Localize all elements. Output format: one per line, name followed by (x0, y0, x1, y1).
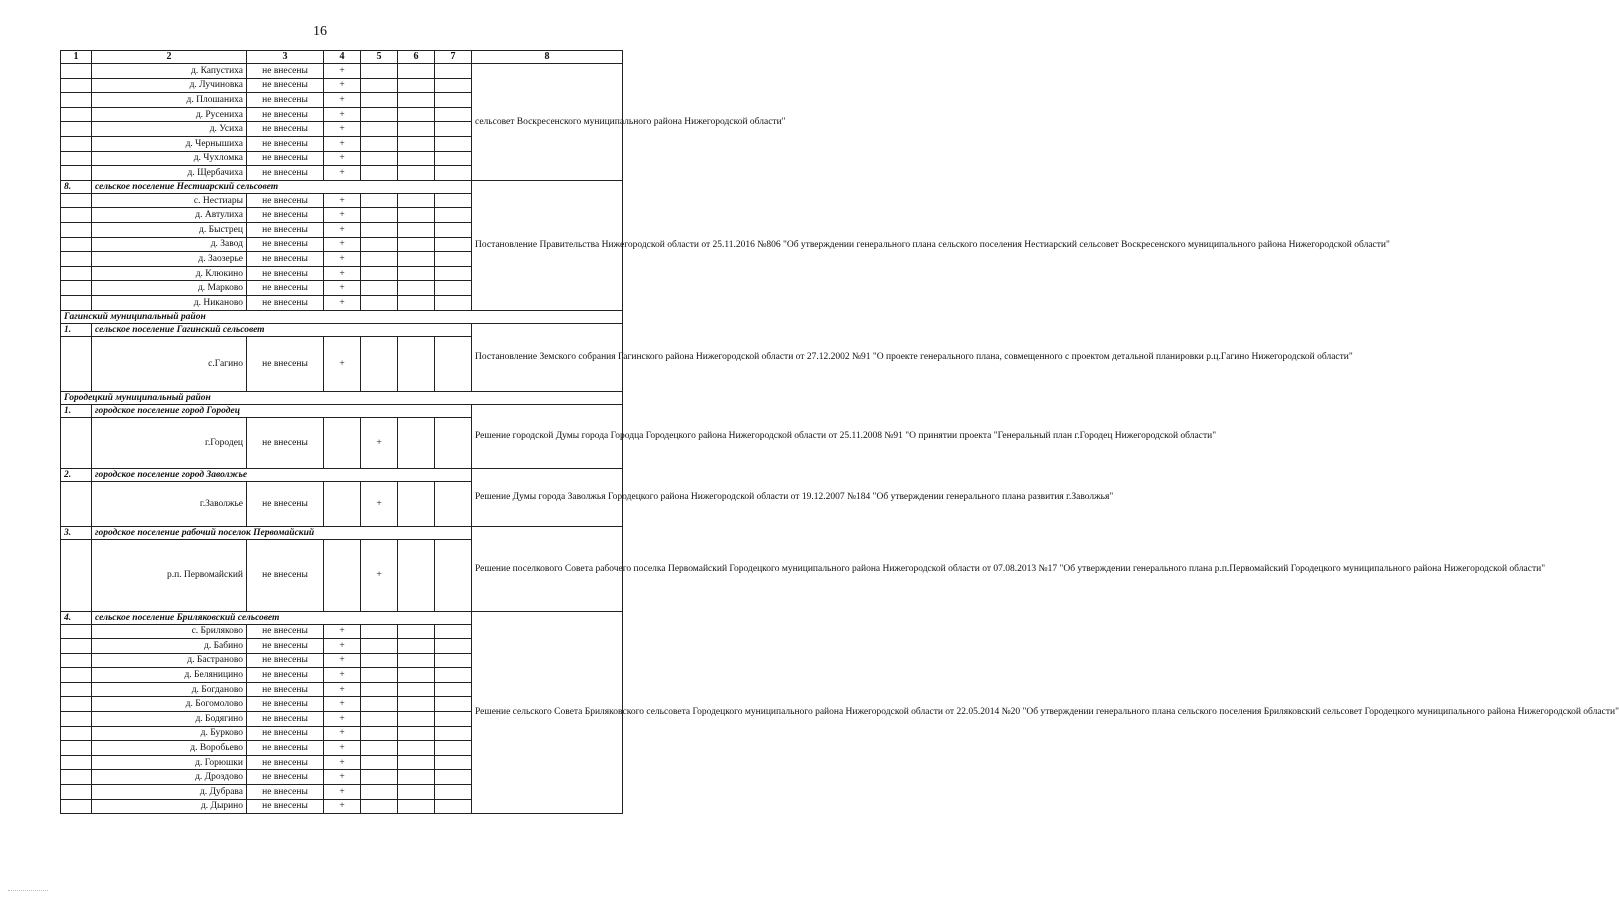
status-cell: не внесены (247, 539, 324, 611)
empty-cell (435, 770, 472, 785)
section-number: 8. (61, 180, 92, 193)
document-cell: Решение Думы города Заволжья Городецкого района Нижегородской области от 19.12.2007 №184 "Об утверждении генерального плана развития г.Заволжья" (472, 468, 623, 526)
empty-cell (398, 295, 435, 310)
status-cell: не внесены (247, 166, 324, 181)
settlement-name: с.Гагино (92, 336, 247, 391)
header-cell: 3 (247, 51, 324, 64)
empty-cell (435, 93, 472, 108)
status-cell: не внесены (247, 417, 324, 468)
empty-cell (398, 122, 435, 137)
section-row (61, 611, 623, 624)
settlement-name: д. Никаново (92, 295, 247, 310)
header-cell: 4 (324, 51, 361, 64)
settlement-name: д. Клюкино (92, 266, 247, 281)
status-cell: не внесены (247, 266, 324, 281)
status-cell: не внесены (247, 237, 324, 252)
settlement-name: д. Бабино (92, 639, 247, 654)
document-cell: Постановление Земского собрания Гагинского района Нижегородской области от 27.12.2002 №91 "О проекте генерального плана, совмещенного с проектом детальной планировки р.ц.Гагино Нижегородской области" (472, 323, 623, 391)
empty-cell (398, 697, 435, 712)
empty-cell (324, 539, 361, 611)
status-cell: не внесены (247, 697, 324, 712)
header-cell: 1 (61, 51, 92, 64)
empty-cell (398, 755, 435, 770)
empty-cell (398, 639, 435, 654)
mark-col4: + (324, 336, 361, 391)
mark-col4: + (324, 697, 361, 712)
header-cell: 2 (92, 51, 247, 64)
mark-col4: + (324, 682, 361, 697)
status-cell: не внесены (247, 624, 324, 639)
empty-cell (435, 624, 472, 639)
empty-cell (435, 295, 472, 310)
empty-cell (398, 799, 435, 814)
settlement-name: с. Бриляково (92, 624, 247, 639)
empty-cell (435, 237, 472, 252)
section-title: сельское поселение Гагинский сельсовет (92, 323, 472, 336)
empty-cell (361, 122, 398, 137)
settlement-name: д. Бодягино (92, 712, 247, 727)
empty-cell (435, 755, 472, 770)
empty-cell (435, 682, 472, 697)
mark-col4: + (324, 639, 361, 654)
status-cell: не внесены (247, 785, 324, 800)
settlement-name: г.Городец (92, 417, 247, 468)
settlement-name: д. Дроздово (92, 770, 247, 785)
mark-col4: + (324, 237, 361, 252)
empty-cell (361, 653, 398, 668)
empty-cell (435, 668, 472, 683)
empty-cell (435, 222, 472, 237)
settlement-name: г.Заволжье (92, 481, 247, 526)
settlement-name: д. Плошаниха (92, 93, 247, 108)
section-row (61, 404, 623, 417)
section-row (61, 526, 623, 539)
mark-col4: + (324, 208, 361, 223)
empty-cell (435, 252, 472, 267)
empty-cell (435, 166, 472, 181)
status-cell: не внесены (247, 481, 324, 526)
section-title: городское поселение рабочий поселок Первомайский (92, 526, 472, 539)
empty-cell (361, 78, 398, 93)
status-cell: не внесены (247, 208, 324, 223)
status-cell: не внесены (247, 668, 324, 683)
settlement-name: д. Дубрава (92, 785, 247, 800)
status-cell: не внесены (247, 252, 324, 267)
empty-cell (435, 64, 472, 79)
empty-cell (361, 193, 398, 208)
status-cell: не внесены (247, 682, 324, 697)
row-number-cell (61, 78, 92, 93)
empty-cell (398, 712, 435, 727)
empty-cell (398, 237, 435, 252)
status-cell: не внесены (247, 726, 324, 741)
status-cell: не внесены (247, 770, 324, 785)
empty-cell (398, 682, 435, 697)
mark-col4: + (324, 166, 361, 181)
mark-col4: + (324, 668, 361, 683)
empty-cell (398, 785, 435, 800)
empty-cell (398, 770, 435, 785)
empty-cell (435, 193, 472, 208)
empty-cell (361, 697, 398, 712)
section-number: 1. (61, 404, 92, 417)
section-title: городское поселение город Городец (92, 404, 472, 417)
empty-cell (398, 64, 435, 79)
status-cell: не внесены (247, 93, 324, 108)
section-row (61, 180, 623, 193)
row-number-cell (61, 539, 92, 611)
empty-cell (361, 222, 398, 237)
district-title: Городецкий муниципальный район (61, 391, 623, 404)
settlement-name: р.п. Первомайский (92, 539, 247, 611)
empty-cell (361, 166, 398, 181)
row-number-cell (61, 682, 92, 697)
empty-cell (435, 107, 472, 122)
empty-cell (361, 682, 398, 697)
mark-col4: + (324, 193, 361, 208)
status-cell: не внесены (247, 336, 324, 391)
row-number-cell (61, 712, 92, 727)
empty-cell (361, 741, 398, 756)
row-number-cell (61, 481, 92, 526)
section-title: сельское поселение Нестиарский сельсовет (92, 180, 472, 193)
row-number-cell (61, 136, 92, 151)
mark-col4: + (324, 64, 361, 79)
mark-col5: + (361, 417, 398, 468)
empty-cell (435, 266, 472, 281)
empty-cell (398, 107, 435, 122)
row-number-cell (61, 295, 92, 310)
mark-col4: + (324, 799, 361, 814)
scan-edge-mark (8, 890, 48, 895)
district-row (61, 391, 623, 404)
row-number-cell (61, 668, 92, 683)
row-number-cell (61, 624, 92, 639)
empty-cell (361, 336, 398, 391)
empty-cell (361, 712, 398, 727)
empty-cell (361, 281, 398, 296)
empty-cell (398, 78, 435, 93)
status-cell: не внесены (247, 78, 324, 93)
row-number-cell (61, 639, 92, 654)
status-cell: не внесены (247, 151, 324, 166)
empty-cell (361, 237, 398, 252)
header-cell: 5 (361, 51, 398, 64)
mark-col4: + (324, 785, 361, 800)
row-number-cell (61, 653, 92, 668)
empty-cell (361, 770, 398, 785)
mark-col4: + (324, 653, 361, 668)
empty-cell (435, 336, 472, 391)
empty-cell (435, 417, 472, 468)
section-number: 3. (61, 526, 92, 539)
document-cell: Решение поселкового Совета рабочего поселка Первомайский Городецкого муниципального района Нижегородской области от 07.08.2013 №17 "Об утверждении генерального плана р.п.Первомайский Городецкого муниципального района Нижегородской области" (472, 526, 623, 611)
settlement-name: д. Дырино (92, 799, 247, 814)
mark-col4: + (324, 281, 361, 296)
mark-col4: + (324, 151, 361, 166)
settlement-name: д. Усиха (92, 122, 247, 137)
empty-cell (435, 726, 472, 741)
page-number: 16 (313, 24, 327, 39)
settlement-name: д. Заозерье (92, 252, 247, 267)
status-cell: не внесены (247, 295, 324, 310)
empty-cell (398, 653, 435, 668)
mark-col4: + (324, 726, 361, 741)
empty-cell (361, 93, 398, 108)
empty-cell (361, 252, 398, 267)
empty-cell (361, 755, 398, 770)
mark-col5: + (361, 481, 398, 526)
settlement-name: д. Горюшки (92, 755, 247, 770)
mark-col4: + (324, 222, 361, 237)
settlement-name: д. Беляницино (92, 668, 247, 683)
empty-cell (398, 624, 435, 639)
row-number-cell (61, 208, 92, 223)
status-cell: не внесены (247, 193, 324, 208)
document-cell: сельсовет Воскресенского муниципального района Нижегородской области" (472, 64, 623, 181)
mark-col4: + (324, 122, 361, 137)
row-number-cell (61, 64, 92, 79)
settlement-name: д. Щербачиха (92, 166, 247, 181)
row-number-cell (61, 336, 92, 391)
row-number-cell (61, 252, 92, 267)
mark-col4: + (324, 107, 361, 122)
empty-cell (435, 136, 472, 151)
row-number-cell (61, 237, 92, 252)
mark-col4: + (324, 266, 361, 281)
section-row (61, 468, 623, 481)
mark-col5: + (361, 539, 398, 611)
empty-cell (361, 668, 398, 683)
empty-cell (398, 252, 435, 267)
status-cell: не внесены (247, 639, 324, 654)
status-cell: не внесены (247, 799, 324, 814)
settlement-name: д. Завод (92, 237, 247, 252)
empty-cell (361, 266, 398, 281)
header-cell: 8 (472, 51, 623, 64)
status-cell: не внесены (247, 222, 324, 237)
empty-cell (361, 799, 398, 814)
empty-cell (398, 539, 435, 611)
row-number-cell (61, 222, 92, 237)
row-number-cell (61, 93, 92, 108)
empty-cell (435, 281, 472, 296)
empty-cell (361, 151, 398, 166)
mark-col4: + (324, 712, 361, 727)
status-cell: не внесены (247, 712, 324, 727)
row-number-cell (61, 281, 92, 296)
empty-cell (398, 136, 435, 151)
empty-cell (398, 151, 435, 166)
settlement-name: д. Бурково (92, 726, 247, 741)
row-number-cell (61, 166, 92, 181)
section-title: сельское поселение Бриляковский сельсовет (92, 611, 472, 624)
row-number-cell (61, 151, 92, 166)
district-row (61, 310, 623, 323)
row-number-cell (61, 785, 92, 800)
status-cell: не внесены (247, 755, 324, 770)
settlement-row (61, 64, 623, 79)
empty-cell (435, 639, 472, 654)
settlement-name: д. Лучиновка (92, 78, 247, 93)
row-number-cell (61, 122, 92, 137)
empty-cell (435, 481, 472, 526)
section-number: 2. (61, 468, 92, 481)
settlement-name: д. Русениха (92, 107, 247, 122)
settlement-name: д. Воробьево (92, 741, 247, 756)
empty-cell (398, 481, 435, 526)
settlement-name: д. Чухломка (92, 151, 247, 166)
settlement-name: д. Марково (92, 281, 247, 296)
row-number-cell (61, 107, 92, 122)
row-number-cell (61, 770, 92, 785)
mark-col4: + (324, 78, 361, 93)
empty-cell (435, 208, 472, 223)
settlement-name: д. Бастраново (92, 653, 247, 668)
empty-cell (435, 785, 472, 800)
row-number-cell (61, 726, 92, 741)
mark-col4: + (324, 93, 361, 108)
empty-cell (361, 208, 398, 223)
empty-cell (398, 222, 435, 237)
empty-cell (361, 136, 398, 151)
document-cell: Постановление Правительства Нижегородской области от 25.11.2016 №806 "Об утверждении генерального плана сельского поселения Нестиарский сельсовет Воскресенского муниципального района Нижегородской области" (472, 180, 623, 310)
empty-cell (398, 193, 435, 208)
empty-cell (398, 266, 435, 281)
empty-cell (361, 295, 398, 310)
settlement-name: с. Нестиары (92, 193, 247, 208)
empty-cell (435, 78, 472, 93)
status-cell: не внесены (247, 281, 324, 296)
header-cell: 6 (398, 51, 435, 64)
mark-col4: + (324, 755, 361, 770)
empty-cell (435, 653, 472, 668)
settlement-name: д. Богомолово (92, 697, 247, 712)
row-number-cell (61, 799, 92, 814)
status-cell: не внесены (247, 107, 324, 122)
empty-cell (361, 64, 398, 79)
row-number-cell (61, 417, 92, 468)
empty-cell (435, 539, 472, 611)
empty-cell (398, 741, 435, 756)
empty-cell (398, 336, 435, 391)
status-cell: не внесены (247, 64, 324, 79)
row-number-cell (61, 697, 92, 712)
empty-cell (361, 639, 398, 654)
status-cell: не внесены (247, 122, 324, 137)
mark-col4: + (324, 295, 361, 310)
empty-cell (435, 697, 472, 712)
row-number-cell (61, 193, 92, 208)
empty-cell (398, 208, 435, 223)
settlement-name: д. Быстрец (92, 222, 247, 237)
mark-col4: + (324, 741, 361, 756)
empty-cell (435, 712, 472, 727)
row-number-cell (61, 266, 92, 281)
row-number-cell (61, 755, 92, 770)
mark-col4: + (324, 252, 361, 267)
settlements-table (60, 50, 1619, 814)
mark-col4: + (324, 624, 361, 639)
section-number: 4. (61, 611, 92, 624)
empty-cell (361, 785, 398, 800)
settlement-name: д. Автулиха (92, 208, 247, 223)
settlement-name: д. Богданово (92, 682, 247, 697)
mark-col4: + (324, 770, 361, 785)
empty-cell (398, 93, 435, 108)
empty-cell (398, 281, 435, 296)
settlement-name: д. Чернышиха (92, 136, 247, 151)
status-cell: не внесены (247, 741, 324, 756)
status-cell: не внесены (247, 653, 324, 668)
empty-cell (435, 122, 472, 137)
document-cell: Решение городской Думы города Городца Городецкого района Нижегородской области от 25.11.2008 №91 "О принятии проекта "Генеральный план г.Городец Нижегородской области" (472, 404, 623, 468)
section-title: городское поселение город Заволжье (92, 468, 472, 481)
empty-cell (435, 741, 472, 756)
empty-cell (398, 417, 435, 468)
empty-cell (324, 417, 361, 468)
header-row (61, 51, 623, 64)
empty-cell (324, 481, 361, 526)
section-row (61, 323, 623, 336)
empty-cell (361, 726, 398, 741)
district-title: Гагинский муниципальный район (61, 310, 623, 323)
empty-cell (398, 668, 435, 683)
empty-cell (361, 107, 398, 122)
empty-cell (398, 166, 435, 181)
settlement-name: д. Капустиха (92, 64, 247, 79)
empty-cell (435, 151, 472, 166)
document-cell: Решение сельского Совета Бриляковского сельсовета Городецкого муниципального района Нижегородской области от 22.05.2014 №20 "Об утверждении генерального плана сельского поселения Бриляковский сельсовет Городецкого муниципального района Нижегородской области" (472, 611, 623, 814)
empty-cell (435, 799, 472, 814)
row-number-cell (61, 741, 92, 756)
header-cell: 7 (435, 51, 472, 64)
empty-cell (361, 624, 398, 639)
mark-col4: + (324, 136, 361, 151)
status-cell: не внесены (247, 136, 324, 151)
empty-cell (398, 726, 435, 741)
section-number: 1. (61, 323, 92, 336)
